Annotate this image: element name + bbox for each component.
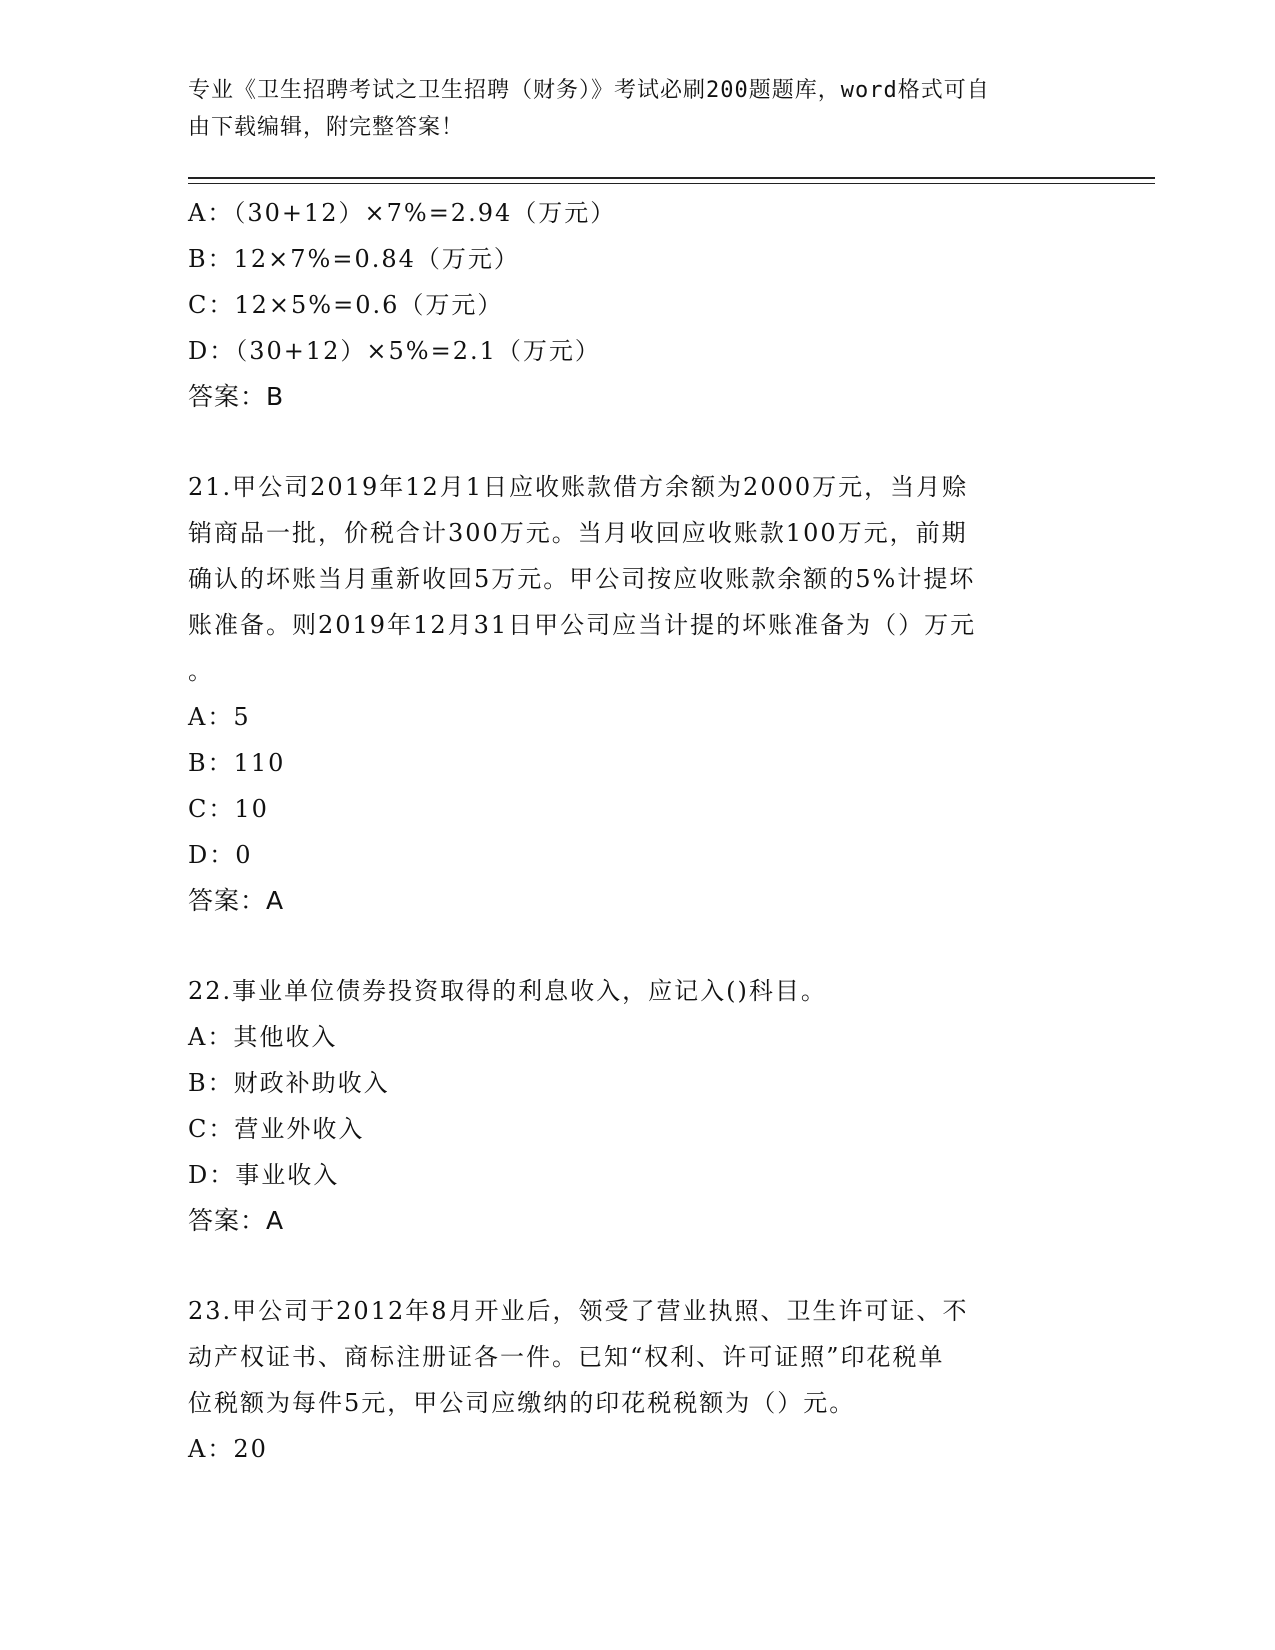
spacer (188, 420, 1088, 464)
option-a: A：20 (188, 1435, 268, 1463)
spacer (188, 1244, 1088, 1288)
option-d: D：0 (188, 841, 253, 869)
option-d: D：（30+12）×5%=2.1（万元） (188, 337, 601, 365)
question-23 (188, 1288, 1088, 1472)
answer: 答案：B (188, 382, 285, 411)
question-stem-line: 。 (188, 657, 214, 685)
question-list (188, 190, 1088, 1472)
question-stem-line: 销商品一批，价税合计300万元。当月收回应收账款100万元，前期 (188, 519, 968, 547)
header-divider (188, 177, 1155, 179)
option-a: A：5 (188, 703, 251, 731)
question-stem-line: 确认的坏账当月重新收回5万元。甲公司按应收账款余额的5%计提坏 (188, 565, 976, 593)
question-22 (188, 968, 1088, 1244)
document-header (188, 72, 1068, 146)
option-d: D：事业收入 (188, 1161, 340, 1189)
question-stem-line: 账准备。则2019年12月31日甲公司应当计提的坏账准备为（）万元 (188, 611, 977, 639)
answer: 答案：A (188, 886, 285, 915)
answer: 答案：A (188, 1206, 285, 1235)
question-stem-line: 动产权证书、商标注册证各一件。已知“权利、许可证照”印花税单 (188, 1343, 945, 1371)
question-stem-line: 位税额为每件5元，甲公司应缴纳的印花税税额为（）元。 (188, 1389, 856, 1417)
header-divider-thin (188, 183, 1155, 184)
question-stem-line: 22.事业单位债券投资取得的利息收入，应记入()科目。 (188, 977, 827, 1005)
spacer (188, 924, 1088, 968)
option-b: B：110 (188, 749, 286, 777)
header-title-line-1: 专业《卫生招聘考试之卫生招聘（财务）》考试必刷200题题库，word格式可自 (188, 78, 990, 103)
option-a: A：其他收入 (188, 1023, 338, 1051)
option-b: B：财政补助收入 (188, 1069, 390, 1097)
option-c: C：10 (188, 795, 269, 823)
option-a: A：（30+12）×7%=2.94（万元） (188, 199, 617, 227)
option-c: C：12×5%=0.6（万元） (188, 291, 504, 319)
question-20 (188, 190, 1088, 420)
option-b: B：12×7%=0.84（万元） (188, 245, 520, 273)
question-21 (188, 464, 1088, 924)
question-stem-line: 21.甲公司2019年12月1日应收账款借方余额为2000万元，当月赊 (188, 473, 969, 501)
question-stem-line: 23.甲公司于2012年8月开业后，领受了营业执照、卫生许可证、不 (188, 1297, 969, 1325)
option-c: C：营业外收入 (188, 1115, 365, 1143)
header-title-line-2: 由下载编辑，附完整答案！ (188, 115, 465, 140)
